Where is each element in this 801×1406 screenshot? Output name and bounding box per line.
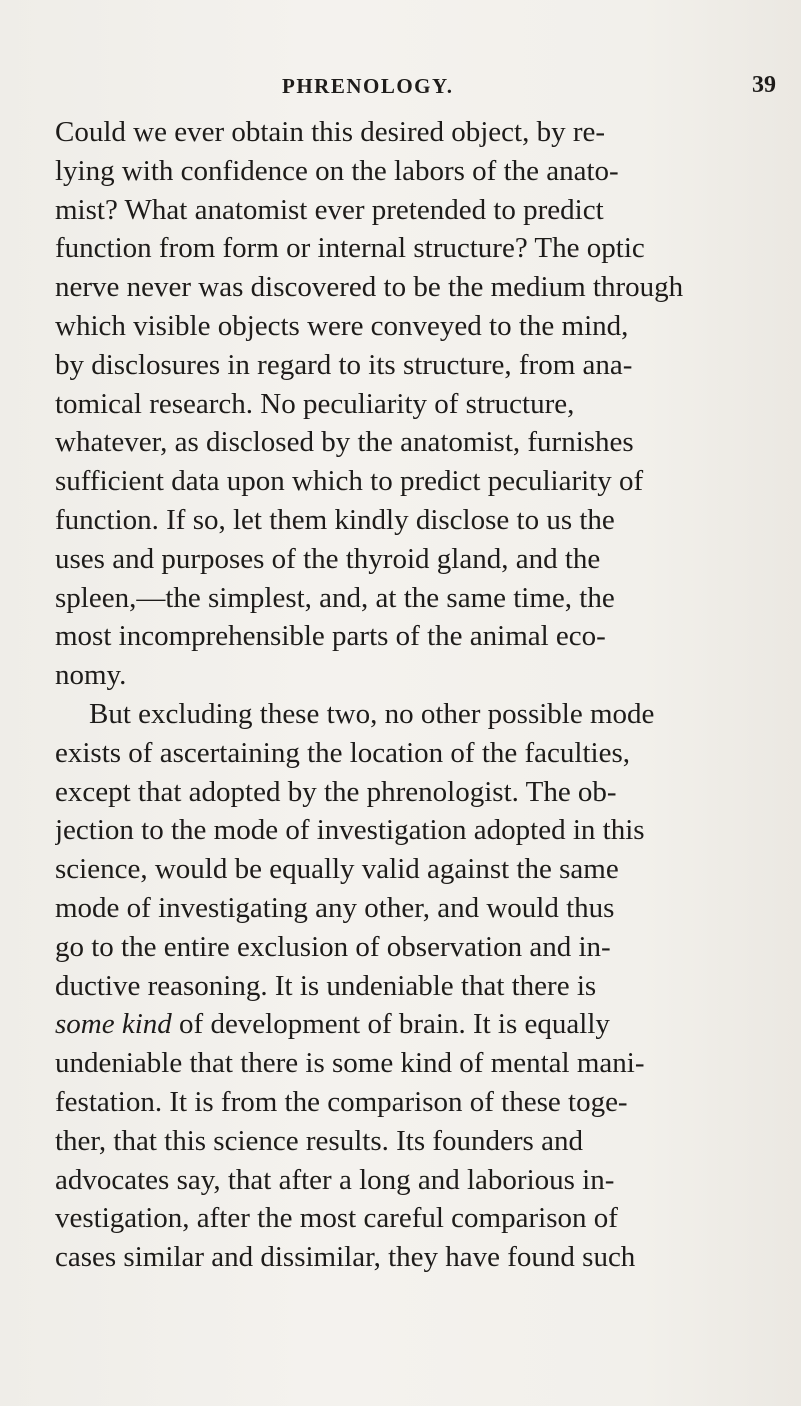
text-line: most incomprehensible parts of the animal eco- bbox=[55, 620, 606, 653]
text-line: uses and purposes of the thyroid gland, and the bbox=[55, 542, 601, 575]
text-line: nomy. bbox=[55, 659, 127, 692]
text-line: function from form or internal structure? The optic bbox=[55, 232, 645, 265]
text-line: whatever, as disclosed by the anatomist, furnishes bbox=[55, 426, 634, 459]
text-line: which visible objects were conveyed to the mind, bbox=[55, 309, 629, 342]
paragraph-start-line: But excluding these two, no other possible mode bbox=[89, 697, 655, 730]
body-text bbox=[55, 113, 799, 1277]
text-line-with-italic bbox=[55, 1005, 799, 1044]
text-line: spleen,—the simplest, and, at the same time, the bbox=[55, 581, 615, 614]
page-number: 39 bbox=[752, 72, 776, 98]
text-line: cases similar and dissimilar, they have found such bbox=[55, 1241, 636, 1274]
text-line: exists of ascertaining the location of the faculties, bbox=[55, 736, 630, 769]
text-line: function. If so, let them kindly disclose to us the bbox=[55, 503, 615, 536]
text-line-rest: of development of brain. It is equally bbox=[179, 1008, 610, 1041]
text-line: Could we ever obtain this desired object, by re- bbox=[55, 116, 606, 148]
italic-phrase: some kind bbox=[55, 1008, 172, 1041]
text-line: nerve never was discovered to be the medium through bbox=[55, 271, 684, 304]
text-line: except that adopted by the phrenologist. The ob- bbox=[55, 775, 617, 808]
text-line: go to the entire exclusion of observation and in- bbox=[55, 930, 611, 963]
text-line: sufficient data upon which to predict peculiarity of bbox=[55, 465, 644, 498]
text-line: lying with confidence on the labors of the anato- bbox=[55, 154, 619, 187]
text-line: jection to the mode of investigation adopted in this bbox=[55, 814, 645, 847]
text-line: tomical research. No peculiarity of structure, bbox=[55, 387, 575, 420]
text-line: undeniable that there is some kind of mental mani- bbox=[55, 1047, 645, 1080]
running-title: PHRENOLOGY. bbox=[282, 74, 454, 98]
text-line: advocates say, that after a long and laborious in- bbox=[55, 1163, 615, 1196]
text-line: ductive reasoning. It is undeniable that there is bbox=[55, 969, 597, 1002]
running-head bbox=[0, 62, 801, 102]
text-line: ther, that this science results. Its founders and bbox=[55, 1124, 583, 1157]
text-line: by disclosures in regard to its structure, from ana- bbox=[55, 348, 633, 381]
text-line: science, would be equally valid against the same bbox=[55, 853, 619, 886]
text-line: mode of investigating any other, and would thus bbox=[55, 891, 615, 924]
text-line: vestigation, after the most careful comparison of bbox=[55, 1202, 618, 1235]
text-line: mist? What anatomist ever pretended to predict bbox=[55, 193, 604, 226]
text-line: festation. It is from the comparison of these toge- bbox=[55, 1085, 628, 1118]
